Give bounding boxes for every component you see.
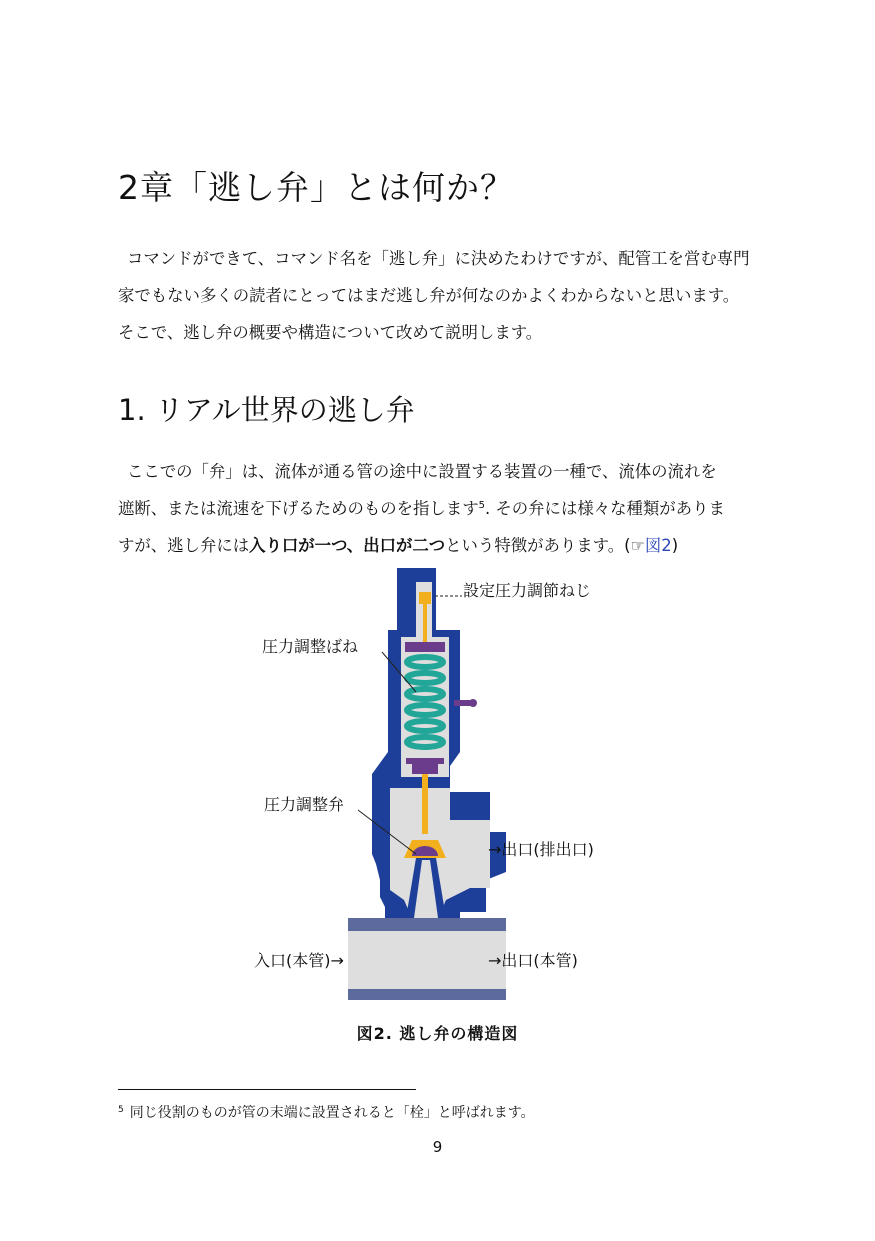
body-line-3-c: )	[671, 536, 679, 555]
intro-paragraph	[118, 240, 768, 351]
body-line-3-a: すが、逃し弁には	[118, 536, 250, 555]
intro-line-3: そこで、逃し弁の概要や構造について改めて説明します。	[118, 323, 543, 342]
relief-valve-diagram	[240, 562, 660, 1012]
footnote-text: 同じ役割のものが管の末端に設置されると「栓」と呼ばれます。	[129, 1105, 535, 1121]
stem-lower	[422, 774, 428, 834]
label-adjust-screw: 設定圧力調節ねじ	[463, 581, 592, 600]
valve-structure-svg	[240, 562, 660, 1012]
label-outlet-exhaust: →出口(排出口)	[488, 840, 594, 859]
section-title: 1. リアル世界の逃し弁	[118, 393, 415, 427]
footnote	[118, 1102, 535, 1122]
body-line-2	[118, 490, 768, 527]
label-spring: 圧力調整ばね	[262, 637, 359, 656]
chapter-title: 2章「逃し弁」とは何か？	[118, 168, 514, 207]
intro-line-2: 家でもない多くの読者にとってはまだ逃し弁が何なのかよくわからないと思います。	[118, 286, 740, 305]
body-line-3	[118, 527, 768, 564]
stem-upper	[423, 604, 427, 642]
body-line-2-text: 遮断、または流速を下げるためのものを指します	[118, 499, 479, 518]
footnote-divider	[118, 1089, 416, 1090]
figure-caption: 図2. 逃し弁の構造図	[356, 1024, 519, 1043]
spring-seat	[406, 758, 444, 764]
footnote-number: 5	[118, 1105, 124, 1115]
body-line-2-after: . その弁には様々な種類がありま	[484, 499, 725, 518]
side-plug-cap	[469, 699, 477, 707]
pipe-top-band	[348, 918, 506, 931]
body-paragraph	[118, 453, 768, 564]
footnote-ref-5[interactable]: 5	[478, 500, 485, 511]
figure-2-link[interactable]: 図2	[644, 536, 672, 555]
upper-spring-plate	[405, 642, 445, 652]
page-number: 9	[432, 1138, 443, 1156]
adjust-screw-head	[419, 592, 431, 604]
body-line-1: ここでの「弁」は、流体が通る管の途中に設置する装置の一種で、流体の流れを	[127, 462, 717, 481]
body-line-3-b: という特徴があります。(	[445, 536, 631, 555]
pointing-hand-icon: ☞	[630, 536, 645, 555]
label-valve: 圧力調整弁	[264, 795, 345, 814]
pipe-bottom-band	[348, 989, 506, 1000]
intro-line-1: コマンドができて、コマンド名を「逃し弁」に決めたわけですが、配管工を営む専門	[127, 249, 750, 268]
label-outlet-main: →出口(本管)	[488, 951, 578, 970]
emphasis-inlets-outlets: 入り口が一つ、出口が二つ	[249, 536, 446, 555]
label-inlet-main: 入口(本管)→	[254, 951, 344, 970]
